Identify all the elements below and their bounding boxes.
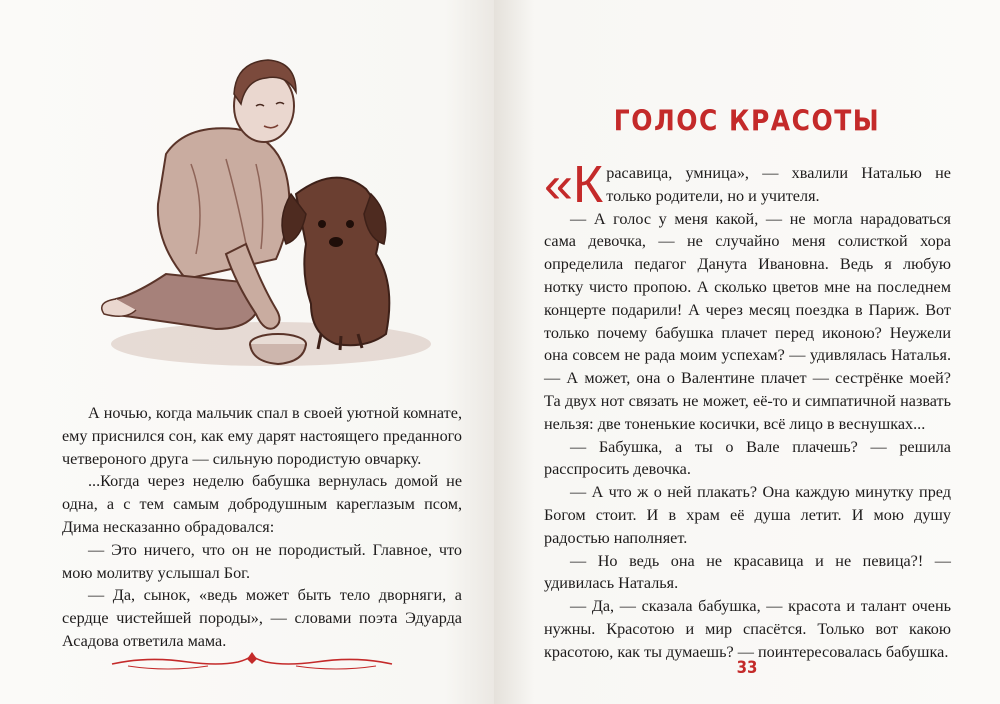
paragraph: — Да, сынок, «ведь может быть тело дворняги, а сердце чистейшей породы», — словами поэта Эдуарда Асадова ответила мама. bbox=[62, 586, 462, 650]
opening-text: расавица, умница», — хвалили Наталью не только родители, но и учителя. bbox=[606, 164, 951, 205]
right-page bbox=[494, 0, 1000, 704]
paragraph: — Да, — сказала бабушка, — красота и талант очень нужны. Красотою и мир спасётся. Только вот какою красотою, как ты думаешь? — поинтересовалась бабушка. bbox=[544, 597, 951, 661]
paragraph: — Это ничего, что он не породистый. Главное, что мою молитву услышал Бог. bbox=[62, 540, 462, 582]
right-page-text bbox=[544, 156, 951, 664]
paragraph: — А что ж о ней плакать? Она каждую минутку пред Богом стоит. И в храм её душа летит. И мою душу радостью наполняет. bbox=[544, 483, 951, 547]
paragraph: — А голос у меня какой, — не могла нарадоваться сама девочка, — не случайно меня солисткой хора определила педагог Данута Ивановна. Ведь я любую нотку чисто пропою. А сколько цветов мне на последнем концерте подарили! А через месяц поездка в Париж. Вот только почему бабушка плачет перед иконою? Неужели она совсем не рада моим успехам? — удивлялась Наталья. — А может, она о Валентине плачет — сестрёнке моей? Та двух нот связать не может, её-то и симпатичной назвать нельзя: две тоненькие косички, всё лицо в веснушках... bbox=[544, 209, 951, 433]
opening-paragraph bbox=[544, 156, 951, 214]
paragraph: ...Когда через неделю бабушка вернулась домой не одна, а с тем самым добродушным кареглазым псом, Дима несказанно обрадовался: bbox=[62, 472, 462, 536]
boy-with-puppy-illustration bbox=[96, 44, 436, 379]
paragraph: — Бабушка, а ты о Вале плачешь? — решила расспросить девочка. bbox=[544, 437, 951, 479]
paragraph: — Но ведь она не красавица и не певица?! — удивилась Наталья. bbox=[544, 551, 951, 593]
chapter-title: ГОЛОС КРАСОТЫ bbox=[613, 103, 881, 138]
paragraph: А ночью, когда мальчик спал в своей уютной комнате, ему приснился сон, как ему дарят настоящего преданного четвероного друга — сильную породистую овчарку. bbox=[62, 404, 462, 468]
page-number: 33 bbox=[736, 656, 758, 678]
left-page bbox=[0, 0, 494, 704]
dropcap-quote: « bbox=[544, 156, 573, 214]
decorative-divider bbox=[108, 650, 396, 674]
left-page-text bbox=[62, 402, 462, 653]
drop-cap bbox=[544, 156, 604, 214]
dropcap-letter: К bbox=[572, 156, 604, 214]
